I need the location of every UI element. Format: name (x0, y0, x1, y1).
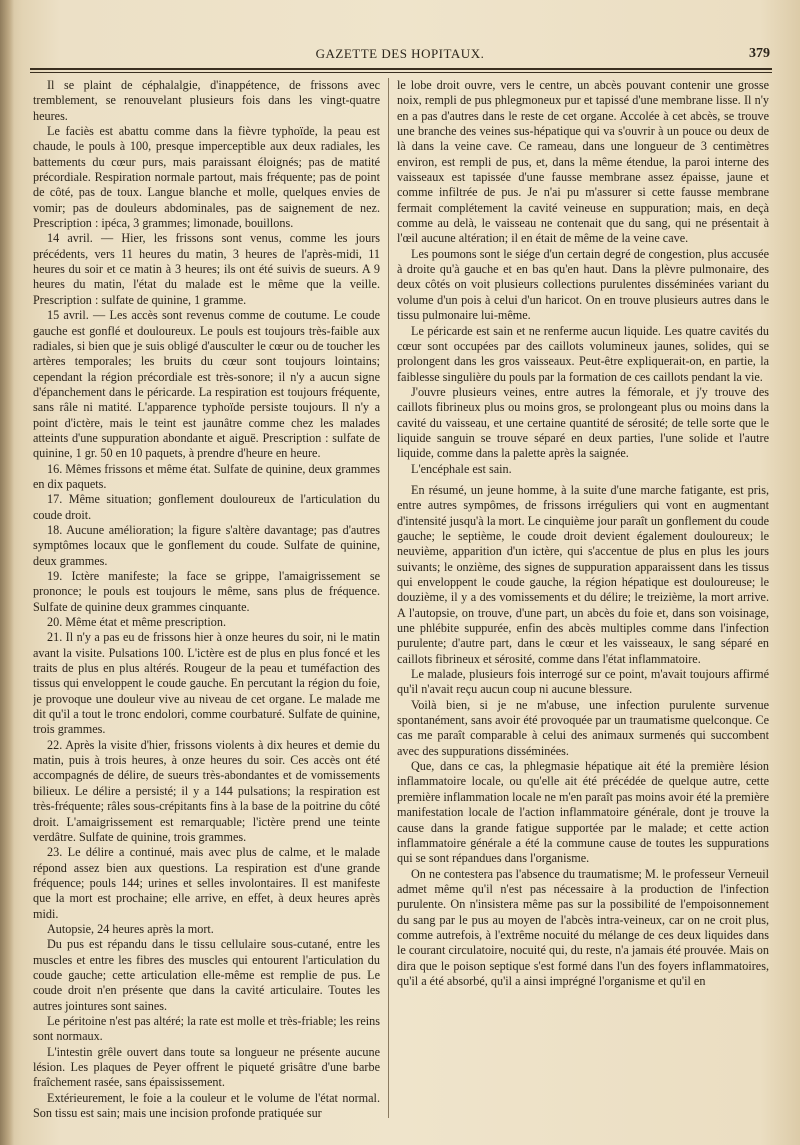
paragraph: Le faciès est abattu comme dans la fièvre typhoïde, la peau est chaude, le pouls à 100, presque imperceptible aux deux radiales, les battements du cœur purs, mais paraissant éloignés; pas de matité précordiale. Respiration normale partout, mais fréquente; pas de point de côté, pas de toux. Langue blanche et molle, quelques envies de vomir; pas de douleurs abdominales, pas de saignement de nez. Prescription : ipéca, 3 grammes; limonade, bouillons. (33, 124, 380, 231)
paragraph: On ne contestera pas l'absence du traumatisme; M. le professeur Verneuil admet même qu'il n'est pas nécessaire à la production de l'infection purulente. On n'insistera même pas sur la possibilité de l'empoisonnement du sang par le pus au moyen de l'abcès intra-veineux, car on ne croit plus, comme autrefois, à l'extrême nocuité du mélange de ces deux liquides dans le courant circulatoire, nocuité qui, du reste, n'a jamais été prouvée. Mais on dira que le poison septique s'est formé dans l'un des foyers inflammatoires, qu'il a été absorbé, qu'il a ainsi imprégné l'organisme et qu'il en (397, 866, 769, 988)
paragraph: 19. Ictère manifeste; la face se grippe, l'amaigrissement se prononce; le pouls est toujours le même, sans plus de fréquence. Sulfate de quinine deux grammes cinquante. (33, 569, 380, 614)
paragraph: 17. Même situation; gonflement douloureux de l'articulation du coude droit. (33, 492, 380, 522)
paragraph: Les poumons sont le siége d'un certain degré de congestion, plus accusée à droite qu'à gauche et en bas qu'en haut. Dans la plèvre pulmonaire, des deux côtés on voit plusieurs collections purulentes disséminées variant du volume d'un pois à celui d'un haricot. On en trouve plusieurs autres dans le tissu pulmonaire lui-même. (397, 246, 769, 323)
header-rule-thick (30, 68, 772, 70)
column-divider (388, 78, 389, 1118)
paragraph: Le malade, plusieurs fois interrogé sur ce point, m'avait toujours affirmé qu'il n'avait reçu aucun coup ni aucune blessure. (397, 667, 769, 697)
left-column (33, 78, 380, 1128)
paragraph: 16. Mêmes frissons et même état. Sulfate de quinine, deux grammes en dix paquets. (33, 461, 380, 491)
paragraph: 21. Il n'y a pas eu de frissons hier à onze heures du soir, ni le matin avant la visite. Pulsations 100. L'ictère est de plus en plus foncé et les traits de plus en plus altérés. Rougeur de la peau et tuméfaction des tissus qui enveloppent le coude gauche. En percutant la région du foie, je provoque une douleur vive au niveau de cet organe. Le malade me dit qu'il a tout le tronc endolori, comme courbaturé. Sulfate de quinine, trois grammes. (33, 630, 380, 737)
paragraph: 15 avril. — Les accès sont revenus comme de coutume. Le coude gauche est gonflé et douloureux. Le pouls est toujours très-faible aux radiales, si bien que je suis obligé d'ausculter le cœur ou de toucher les artères temporales; les bruits du cœur sont toujours lointains; cependant la région précordiale est très-sonore; il n'y a aucun signe d'épanchement dans le péricarde. La respiration est toujours fréquente, sans râle ni matité. L'apparence typhoïde persiste toujours. Il n'y a point d'ictère, mais le teint est jaunâtre comme chez les malades atteints d'une suppuration abondante et aiguë. Prescription : sulfate de quinine, 1 gr. 50 en 10 paquets, à prendre d'heure en heure. (33, 308, 380, 461)
paragraph: Le péricarde est sain et ne renferme aucun liquide. Les quatre cavités du cœur sont occupées par des caillots volumineux jaunes, solides, qui se prolongent dans les gros vaisseaux. Peut-être expliquerait-on, en partie, la faiblesse singulière du pouls par la formation de ces caillots pendant la vie. (397, 323, 769, 384)
paragraph: 23. Le délire a continué, mais avec plus de calme, et le malade répond assez bien aux questions. La respiration est d'une grande fréquence; pouls 144; urines et selles involontaires. Il est manifeste que la mort est prochaine; elle arrive, en effet, à deux heures après midi. (33, 845, 380, 921)
journal-title: GAZETTE DES HOPITAUX. (315, 46, 485, 61)
paragraph: Le péritoine n'est pas altéré; la rate est molle et très-friable; les reins sont normaux. (33, 1013, 380, 1044)
paragraph: L'encéphale est sain. (411, 461, 512, 476)
paragraph: Extérieurement, le foie a la couleur et le volume de l'état normal. Son tissu est sain; mais une incision profonde pratiquée sur (33, 1090, 380, 1121)
page-number: 379 (749, 46, 770, 61)
paragraph: Il se plaint de céphalalgie, d'inappétence, de frissons avec tremblement, se renouvelant plusieurs fois dans les vingt-quatre heures. (33, 78, 380, 123)
paragraph: Que, dans ce cas, la phlegmasie hépatique ait été la première lésion inflammatoire locale, ou qu'elle ait été précédée de quelque autre, cette première inflammation locale ne m'en paraît pas moins avoir été la première manifestation locale de l'action inflammatoire générale, dont je trouve la cause dans la grande fatigue supportée par le malade; et cette action inflammatoire générale a été la commune cause de toutes les suppurations qui se sont répandues dans l'organisme. (397, 759, 769, 866)
paragraph: 22. Après la visite d'hier, frissons violents à dix heures et demie du matin, puis à trois heures, à onze heures du soir. Ces accès ont été accompagnés de délire, de sueurs très-abondantes et de vomissements bilieux. Le délire a persisté; il y a 144 pulsations; la respiration est très-fréquente; râles sous-crépitants fins à la base de la poitrine du côté droit. L'amaigrissement est remarquable; l'ictère prend une teinte verdâtre. Sulfate de quinine, trois grammes. (33, 737, 380, 844)
paragraph: le lobe droit ouvre, vers le centre, un abcès pouvant contenir une grosse noix, rempli de pus phlegmoneux pur et tapissé d'une membrane lisse. Il n'y en a pas d'autres dans le reste de cet organe. Accolée à cet abcès, se trouve une branche des veines sus-hépatique qui va s'ouvrir à un pouce ou deux de là dans la veine cave. Ce rameau, dans une longueur de 3 centimètres environ, est rempli de pus, et, dans la même étendue, la paroi interne des vaisseaux est tapissée d'une fausse membrane assez épaisse, jaune et comme infiltrée de pus. Je n'ai pu m'assurer si cette fausse membrane fermait complétement la cavité veineuse en suppuration; mais, en deçà comme au delà, le vaisseau ne contenait que du sang, qui ne présentait à l'œil aucune altération; il en était de même de la veine cave. (397, 78, 769, 246)
paragraph: Du pus est répandu dans le tissu cellulaire sous-cutané, entre les muscles et entre les fibres des muscles qui entourent l'articulation du coude gauche; cette articulation elle-même est remplie de pus. Le coude droit n'en présente que dans la cavité articulaire. Toutes les autres jointures sont saines. (33, 937, 380, 1013)
page-binding-shadow (0, 0, 14, 1145)
paragraph: 14 avril. — Hier, les frissons sont venus, comme les jours précédents, vers 11 heures du matin, 3 heures de l'après-midi, 11 heures du soir et ce matin à 3 heures; ils ont été suivis de sueurs. A 9 heures du matin, l'état du malade est le même que la veille. Prescription : sulfate de quinine, 1 gramme. (33, 231, 380, 307)
right-column (397, 78, 769, 1128)
page-header (30, 46, 770, 68)
paragraph: 20. Même état et même prescription. (47, 615, 227, 630)
paragraph: L'intestin grêle ouvert dans toute sa longueur ne présente aucune lésion. Les plaques de Peyer offrent le piqueté grisâtre d'une barbe fraîchement rasée, sans épaississement. (33, 1044, 380, 1090)
paragraph: J'ouvre plusieurs veines, entre autres la fémorale, et j'y trouve des caillots fibrineux plus ou moins gros, se prolongeant plus ou moins dans la cavité du vaisseau, et une certaine quantité de sérosité; de telle sorte que le liquide sanguin se trouve séparé en deux parties, l'une solide et l'autre liquide, comme dans la palette après la saignée. (397, 384, 769, 461)
header-rule-thin (30, 72, 772, 73)
paragraph: 18. Aucune amélioration; la figure s'altère davantage; pas d'autres symptômes locaux que le gonflement du coude. Sulfate de quinine, deux grammes. (33, 522, 380, 568)
paragraph: Autopsie, 24 heures après la mort. (47, 921, 214, 936)
paragraph: Voilà bien, si je ne m'abuse, une infection purulente survenue spontanément, sans avoir été provoquée par un traumatisme quelconque. Ce cas me paraît comparable à celui des animaux surmenés qui succombent avec des suppurations disséminées. (397, 697, 769, 758)
paragraph: En résumé, un jeune homme, à la suite d'une marche fatigante, est pris, entre autres sympômes, de frissons irréguliers qui vont en augmentant d'intensité jusqu'à la mort. Le cinquième jour paraît un gonflement du coude gauche; le septième, le coude droit devient également douloureux; le neuvième, apparition d'un ictère, qui s'accentue de plus en plus les jours suivants; le onzième, des signes de suppuration apparaissent dans les tissus qui enveloppent le coude gauche, la région hépatique est douloureuse; le douzième, il y a des vomissements et du délire; le treizième, la mort arrive. A l'autopsie, on trouve, d'une part, un abcès du foie et, dans son voisinage, une phlébite suppurée, enfin des abcès multiples comme dans l'infection purulente; d'autre part, dans le cœur et les vaisseaux, le sang séparé en caillots fibrineux et sérosité, comme dans l'état inflammatoire. (397, 482, 769, 666)
